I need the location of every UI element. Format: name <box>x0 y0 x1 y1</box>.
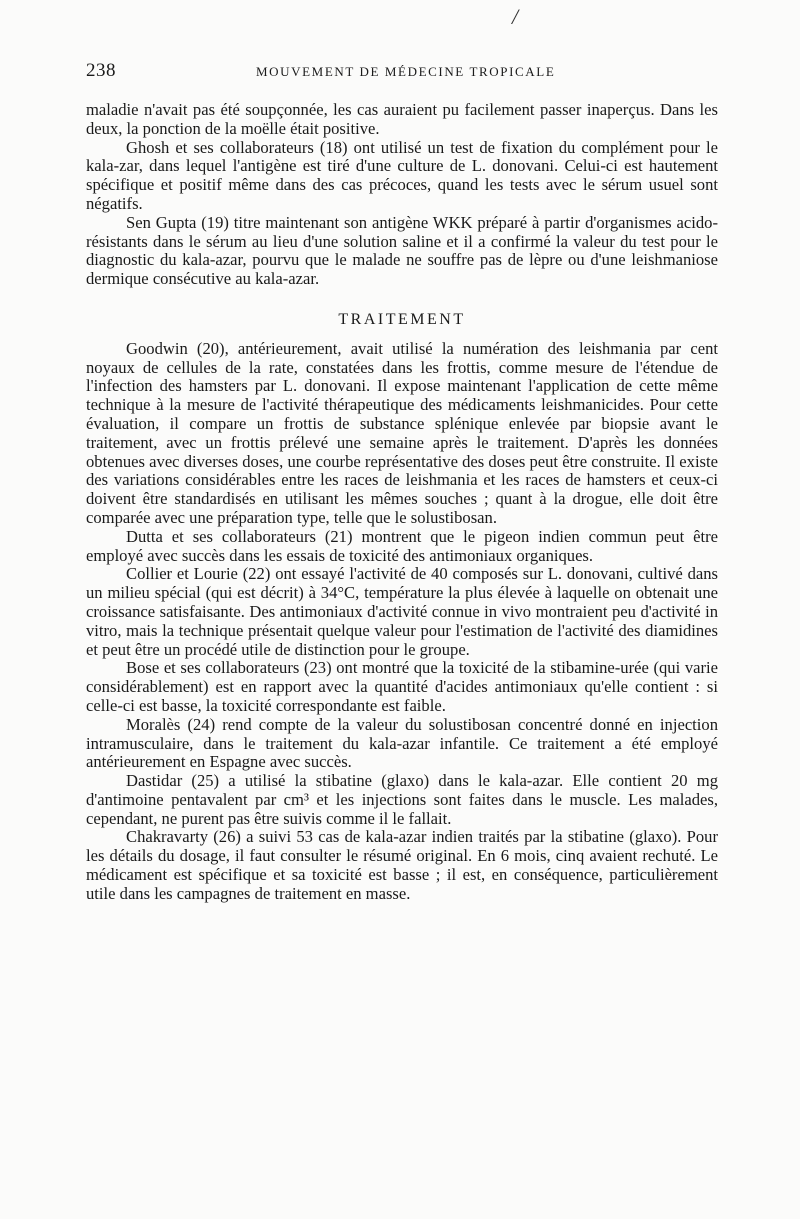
paragraph-dutta: Dutta et ses collaborateurs (21) montrent que le pigeon indien commun peut être employé avec succès dans les essais de toxicité des antimoniaux organiques. <box>86 526 718 565</box>
paragraph-morales: Moralès (24) rend compte de la valeur du solustibosan concentré donné en injection intramusculaire, dans le traitement du kala-azar infantile. Ce traitement a été employé antérieurement en Espagne avec succès. <box>86 714 718 772</box>
paragraph-goodwin: Goodwin (20), antérieurement, avait utilisé la numération des leishmania par cent noyaux de cellules de la rate, constatées dans les frottis, comme mesure de l'étendue de l'infection des hamsters par L. donovani. Il expose maintenant l'application de cette même technique à la mesure de l'activité thérapeutique des médicaments leishmanicides. Pour cette évaluation, il compare un frottis de substance splénique enlevée par biopsie avant le traitement, avec un frottis prélevé une semaine après le traitement. D'après les données obtenues avec diverses doses, une courbe représentative des doses peut être construite. Il existe des variations considérables entre les races de leishmania et les races de hamsters et ceux-ci doivent être standardisés en utilisant les mêmes souches ; quant à la drogue, elle doit être comparée avec une préparation type, telle que le solustibosan. <box>86 338 718 527</box>
paragraph-bose: Bose et ses collaborateurs (23) ont montré que la toxicité de la stibamine-urée (qui varie considérablement) est en rapport avec la quantité d'acides antimoniaux qu'elle contient : si celle-ci est basse, la toxicité correspondante est faible. <box>86 658 718 715</box>
paragraph-continuation: maladie n'avait pas été soupçonnée, les cas auraient pu facilement passer inaperçus. Dans les deux, la ponction de la moëlle était positive. <box>86 100 718 138</box>
body-text <box>86 101 718 904</box>
paragraph-ghosh: Ghosh et ses collaborateurs (18) ont utilisé un test de fixation du complément pour le kala-zar, dans lequel l'antigène est tiré d'une culture de L. donovani. Celui-ci est hautement spécifique et positif même dans des cas précoces, quand les tests avec le sérum usuel sont négatifs. <box>86 137 718 213</box>
paragraph-sen-gupta: Sen Gupta (19) titre maintenant son antigène WKK préparé à partir d'organismes acido-résistants dans le sérum au lieu d'une solution saline et il a confirmé la valeur du test pour le diagnostic du kala-azar, pourvu que le malade ne souffre pas de lèpre ou d'une leishmaniose dermique consécutive au kala-azar. <box>86 212 718 289</box>
paragraph-dastidar: Dastidar (25) a utilisé la stibatine (glaxo) dans le kala-azar. Elle contient 20 mg d'antimoine pentavalent par cm³ et les injections sont faites dans le muscle. Les malades, cependant, ne purent pas être suivis comme il le fallait. <box>86 771 718 828</box>
paragraph-collier-lourie: Collier et Lourie (22) ont essayé l'activité de 40 composés sur L. donovani, cultivé dans un milieu spécial (qui est décrit) à 34°C, température la plus élevée à laquelle on obtenait une croissance satisfaisante. Des antimoniaux d'activité connue in vivo montraient peu d'activité in vitro, mais la technique présentait quelque valeur pour l'estimation de l'activité des diamidines et peut être un procédé utile de distinction pour le groupe. <box>86 564 718 659</box>
running-header <box>86 60 718 86</box>
page-number: 238 <box>86 60 116 81</box>
paragraph-chakravarty: Chakravarty (26) a suivi 53 cas de kala-azar indien traités par la stibatine (glaxo). Pour les détails du dosage, il faut consulter le résumé original. En 6 mois, cinq avaient rechuté. Le médicament est spécifique et sa toxicité est basse ; il est, en conséquence, particulièrement utile dans les campagnes de traitement en masse. <box>86 827 718 903</box>
section-heading-traitement: TRAITEMENT <box>338 310 466 328</box>
running-title: MOUVEMENT DE MÉDECINE TROPICALE <box>256 64 556 79</box>
corner-pencil-mark: / <box>512 4 519 29</box>
